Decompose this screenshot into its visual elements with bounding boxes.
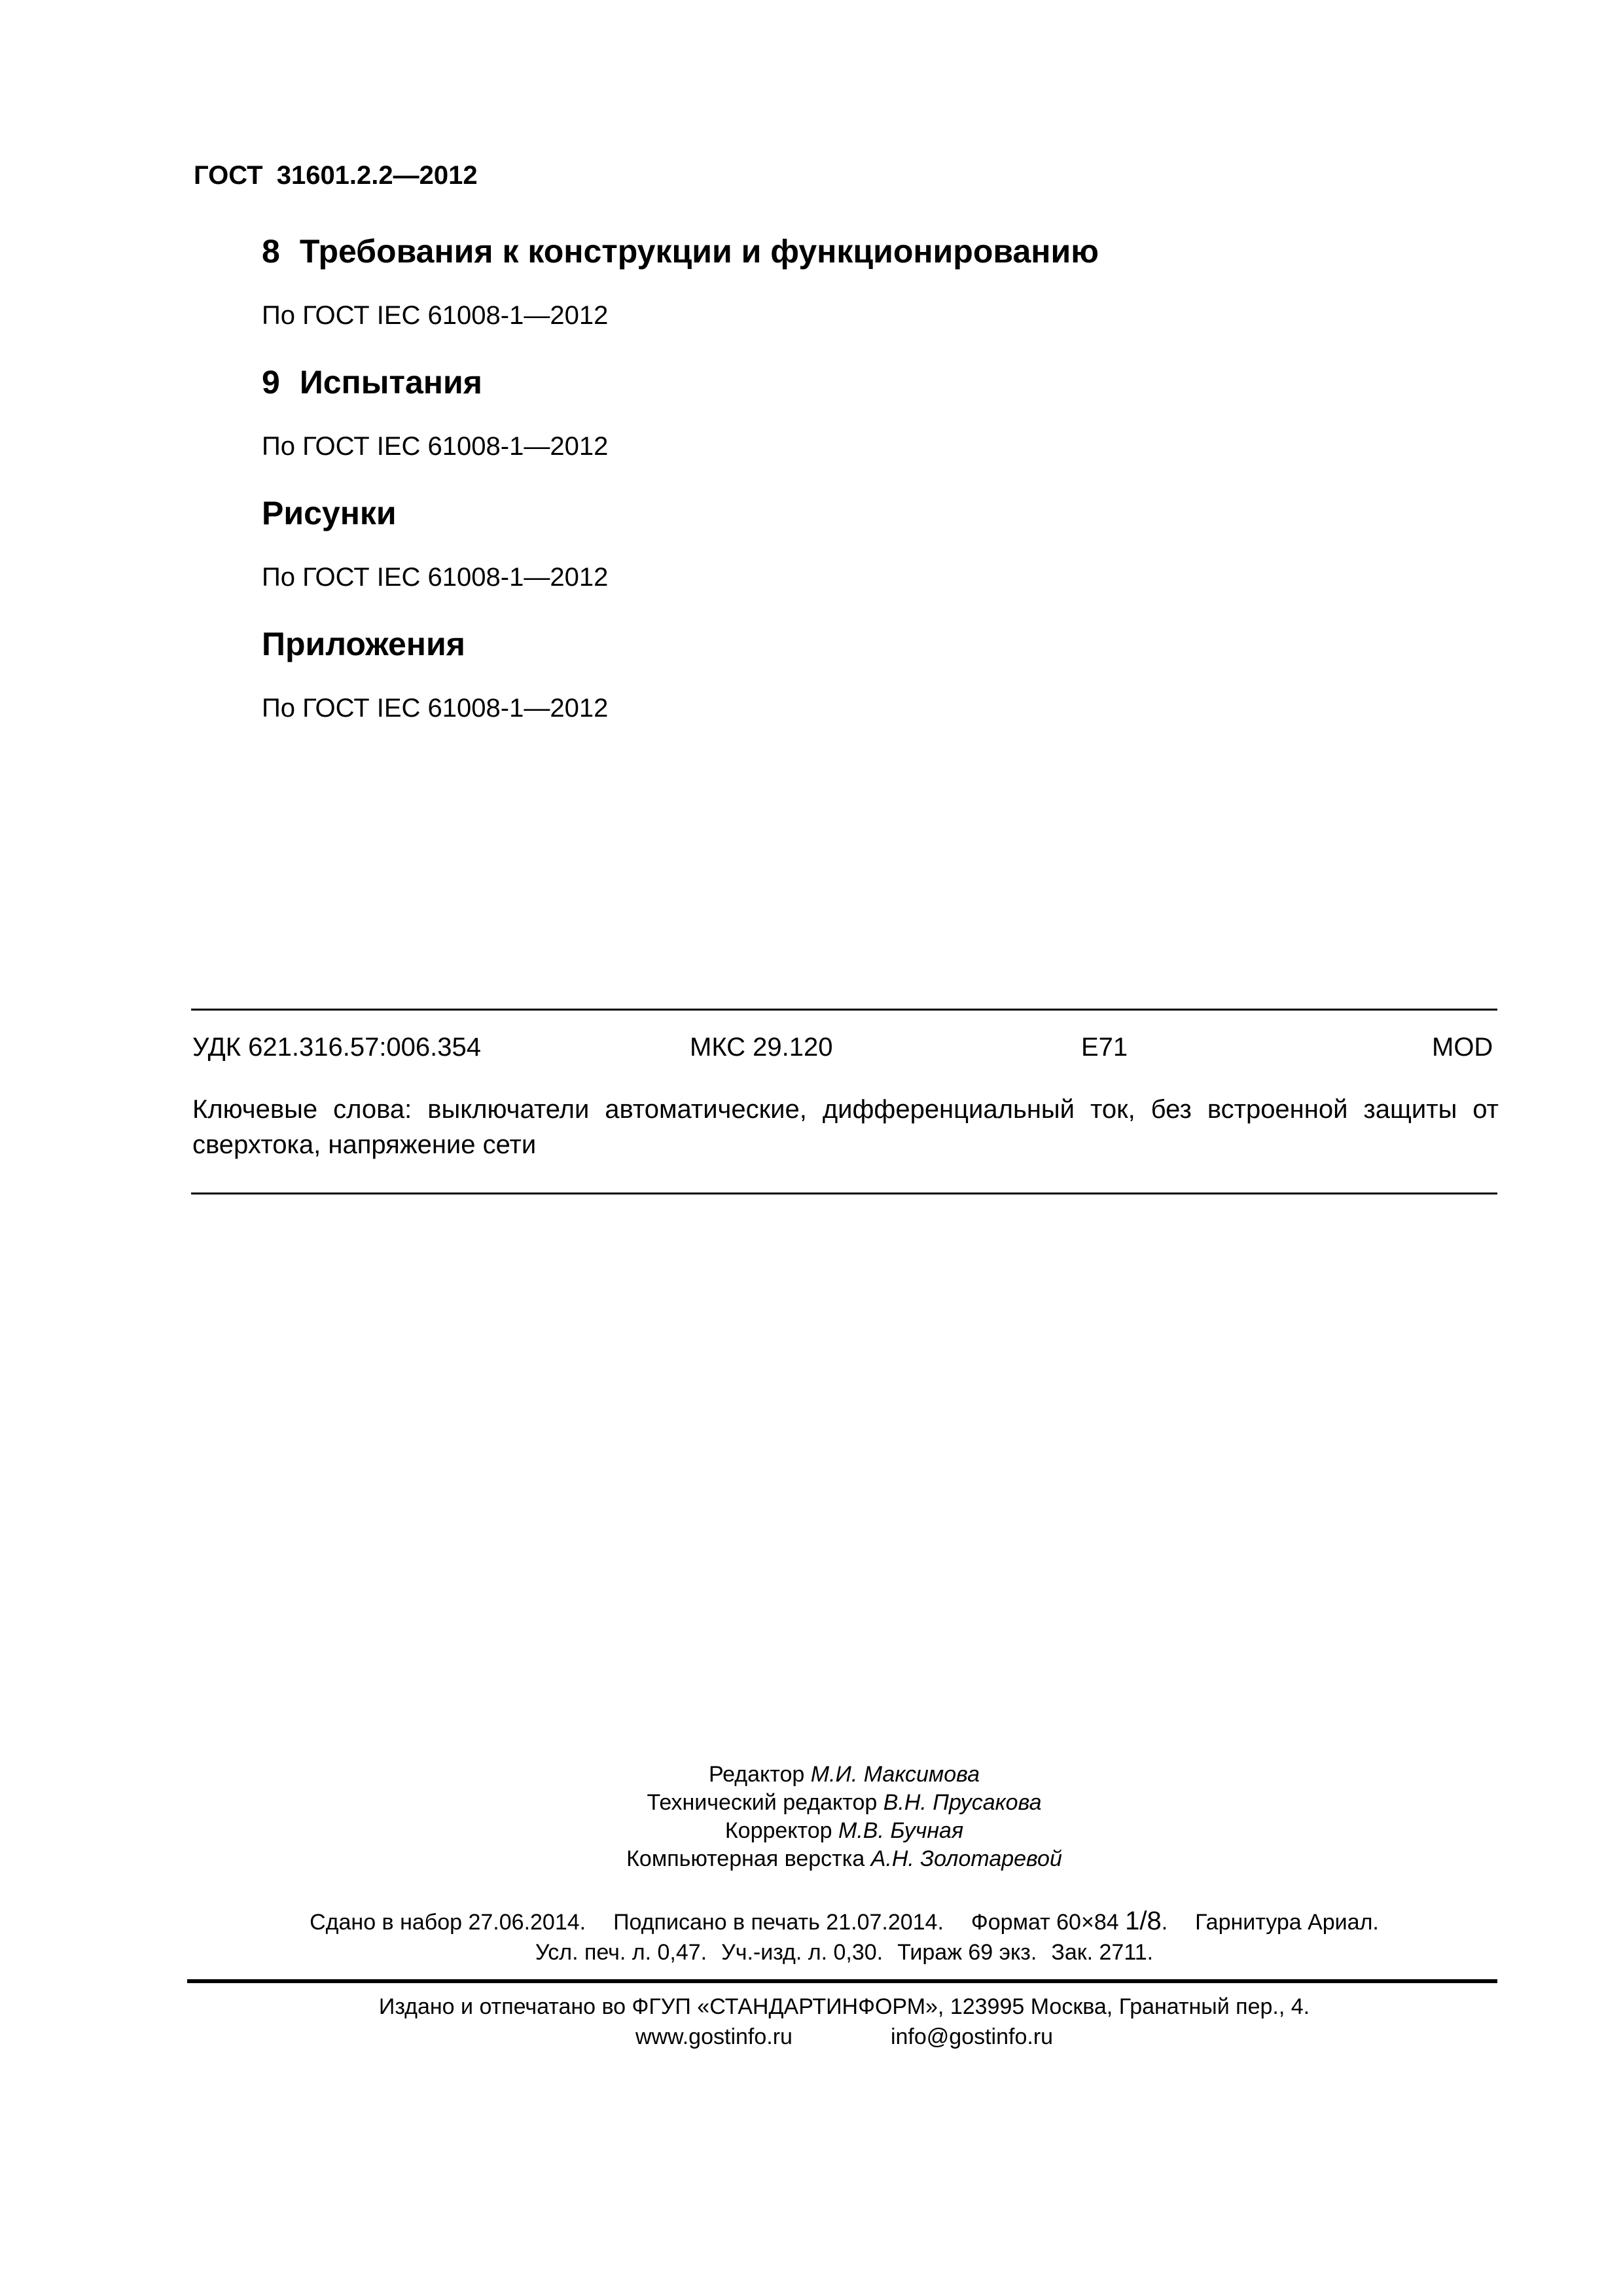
section-number: 8: [262, 233, 280, 270]
credits-block: [0, 1761, 1623, 1873]
credit-line: [0, 1817, 1623, 1845]
credit-line: [0, 1761, 1623, 1789]
credit-name: А.Н. Золотаревой: [870, 1846, 1062, 1871]
credit-role: Редактор: [708, 1762, 805, 1787]
publisher-line: Издано и отпечатано во ФГУП «СТАНДАРТИНФОРМ», 123995 Москва, Гранатный пер., 4.: [378, 1994, 1310, 2019]
print-run: Тираж 69 экз.: [897, 1940, 1037, 1965]
order-number: Зак. 2711.: [1051, 1940, 1154, 1965]
section-heading: [262, 361, 482, 403]
section-title: Требования к конструкции и функционированию: [299, 233, 1099, 270]
website-link[interactable]: www.gostinfo.ru: [635, 2024, 793, 2049]
section-title: Испытания: [299, 364, 482, 401]
top-divider: [191, 1009, 1497, 1011]
bottom-divider: [191, 1193, 1497, 1194]
credit-line: [0, 1845, 1623, 1873]
credit-name: М.И. Максимова: [810, 1762, 980, 1787]
credit-role: Компьютерная верстка: [626, 1846, 865, 1871]
signed-for-print: Подписано в печать 21.07.2014.: [613, 1910, 944, 1935]
mks-code: МКС 29.120: [690, 1033, 833, 1062]
section-number: 9: [262, 364, 280, 401]
publisher-sheets: Уч.-изд. л. 0,30.: [721, 1940, 883, 1965]
keywords-text: Ключевые слова: выключатели автоматические, дифференциальный ток, без встроенной защиты от сверхтока, напряжение сети: [192, 1095, 1499, 1159]
sent-to-typesetting: Сдано в набор 27.06.2014.: [310, 1910, 586, 1935]
mod-marker: MOD: [1432, 1033, 1493, 1062]
print-info-line: Сдано в набор 27.06.2014. Подписано в печать 21.07.2014. Формат 60×84 1/8. Гарнитура Ариал.: [310, 1907, 1379, 1935]
credit-name: В.Н. Прусакова: [883, 1790, 1042, 1815]
section-heading: [262, 230, 1099, 272]
section-title: Рисунки: [262, 495, 397, 531]
email-link[interactable]: info@gostinfo.ru: [890, 2024, 1054, 2049]
section-body: По ГОСТ IEC 61008-1—2012: [262, 563, 609, 592]
section-title: Приложения: [262, 626, 465, 662]
credit-line: [0, 1789, 1623, 1817]
credit-role: Корректор: [724, 1818, 832, 1843]
credit-role: Технический редактор: [647, 1790, 878, 1815]
paper-format: Формат 60×84: [971, 1910, 1119, 1935]
section-body: По ГОСТ IEC 61008-1—2012: [262, 694, 609, 723]
format-fraction: 1/8: [1125, 1907, 1162, 1935]
section-body: По ГОСТ IEC 61008-1—2012: [262, 432, 609, 461]
udk-code: УДК 621.316.57:006.354: [192, 1033, 482, 1062]
credit-name: М.В. Бучная: [838, 1818, 964, 1843]
document-code: ГОСТ 31601.2.2—2012: [194, 161, 478, 190]
printed-sheets: Усл. печ. л. 0,47.: [535, 1940, 707, 1965]
section-heading: [262, 623, 465, 665]
section-body: По ГОСТ IEC 61008-1—2012: [262, 301, 609, 330]
publisher-divider: [187, 1979, 1497, 1983]
print-info-line: [0, 1937, 1623, 1967]
publisher-contacts: [0, 2022, 1623, 2051]
okp-code: Е71: [1081, 1033, 1128, 1062]
section-heading: [262, 492, 397, 534]
typeface: Гарнитура Ариал.: [1195, 1910, 1379, 1935]
